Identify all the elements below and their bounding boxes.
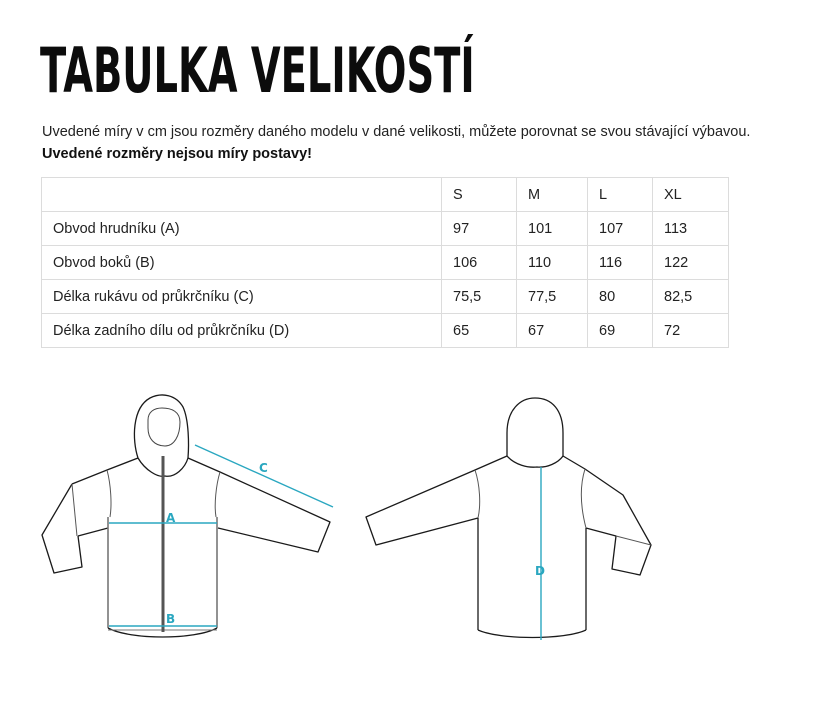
cell-value: 122 <box>653 246 729 280</box>
row-label: Délka zadního dílu od průkrčníku (D) <box>42 314 442 348</box>
cell-value: 65 <box>442 314 517 348</box>
row-label: Obvod hrudníku (A) <box>42 212 442 246</box>
header-cell-xl: XL <box>653 178 729 212</box>
intro-warning: Uvedené rozměry nejsou míry postavy! <box>42 146 312 162</box>
size-table <box>41 177 729 348</box>
cell-value: 80 <box>588 280 653 314</box>
table-row <box>42 280 729 314</box>
table-row <box>42 246 729 280</box>
intro-text <box>42 121 750 165</box>
label-c: C <box>259 461 268 475</box>
cell-value: 69 <box>588 314 653 348</box>
cell-value: 67 <box>517 314 588 348</box>
cell-value: 75,5 <box>442 280 517 314</box>
label-b: B <box>166 612 176 626</box>
cell-value: 101 <box>517 212 588 246</box>
jacket-front-diagram <box>40 390 340 640</box>
cell-value: 72 <box>653 314 729 348</box>
jacket-back-diagram <box>360 390 660 640</box>
cell-value: 97 <box>442 212 517 246</box>
table-row <box>42 212 729 246</box>
cell-value: 113 <box>653 212 729 246</box>
page-title: TABULKA VELIKOSTÍ <box>40 34 475 107</box>
cell-value: 107 <box>588 212 653 246</box>
cell-value: 116 <box>588 246 653 280</box>
cell-value: 110 <box>517 246 588 280</box>
table-header-row <box>42 178 729 212</box>
intro-line: Uvedené míry v cm jsou rozměry daného modelu v dané velikosti, můžete porovnat se svou stávající výbavou. <box>42 124 751 140</box>
label-a: A <box>166 511 176 525</box>
header-cell-s: S <box>442 178 517 212</box>
header-cell-l: L <box>588 178 653 212</box>
label-d: D <box>535 564 545 578</box>
cell-value: 82,5 <box>653 280 729 314</box>
cell-value: 106 <box>442 246 517 280</box>
row-label: Délka rukávu od průkrčníku (C) <box>42 280 442 314</box>
row-label: Obvod boků (B) <box>42 246 442 280</box>
header-cell-m: M <box>517 178 588 212</box>
table-row <box>42 314 729 348</box>
cell-value: 77,5 <box>517 280 588 314</box>
header-cell-empty <box>42 178 442 212</box>
